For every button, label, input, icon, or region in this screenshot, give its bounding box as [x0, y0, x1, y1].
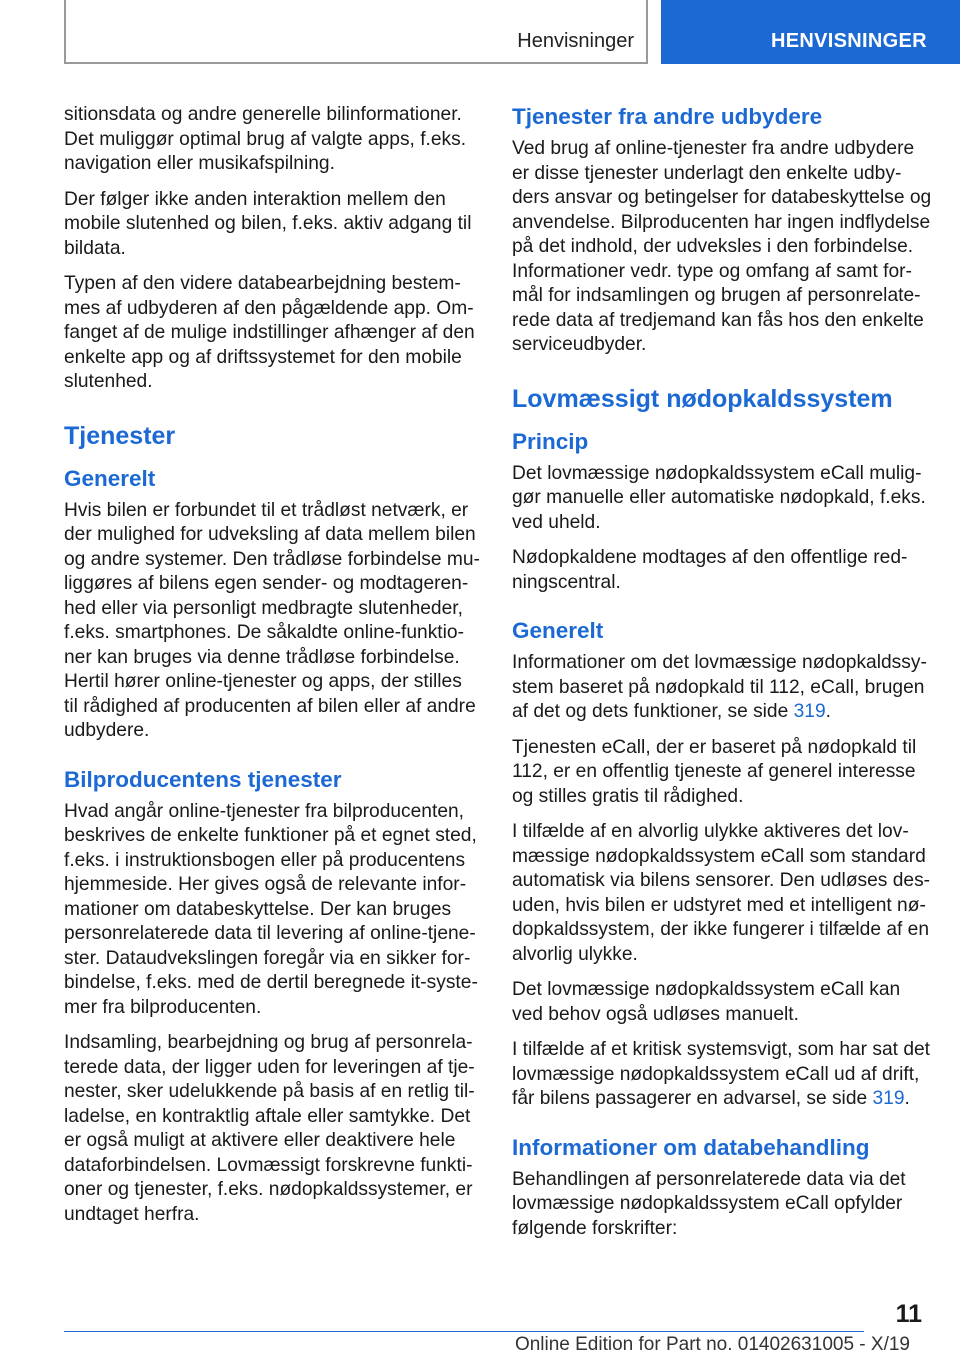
- paragraph: Der følger ikke anden interaktion mellem den mobile slutenhed og bilen, f.eks. aktiv adgang til bildata.: [64, 188, 472, 259]
- paragraph: Behandlingen af personrelaterede data via det lovmæssige nødopkaldssystem eCall opfylder følgende forskrifter:: [512, 1168, 906, 1239]
- heading-lovmaessigt-nodopkaldssystem: Lovmæssigt nødopkaldssystem: [512, 384, 893, 413]
- right-column: [512, 103, 932, 1252]
- header-box: [64, 0, 648, 64]
- heading-tjenester: Tjenester: [64, 421, 176, 450]
- heading-tjenester-fra-andre-udbydere: Tjenester fra andre udbydere: [512, 104, 823, 129]
- paragraph: Ved brug af online-tjenester fra andre udbydere er disse tjenester underlagt den enkelte udbyders ansvar og betingelser for databeskyttelse og anvendelse. Bilproducenten har ingen indflydelse på det indhold, der udveksles i den forbindelse. Informationer vedr. type og omfang af samt formål for indsamlingen og brugen af personrelaterede data af tredjemand kan fås hos den enkelte serviceudbyder.: [512, 138, 932, 355]
- heading-informationer-om-databehandling: Informationer om databehandling: [512, 1134, 870, 1160]
- heading-generelt-right: Generelt: [512, 618, 604, 643]
- paragraph: I tilfælde af en alvorlig ulykke aktiveres det lovmæssige nødopkaldssystem eCall som standard automatisk via bilens sensorer. Den udløses desuden, hvis bilen er udstyret med et intelligent nødopkaldssystem, der ikke fungerer i tilfælde af en alvorlig ulykke.: [512, 821, 931, 965]
- paragraph: Indsamling, bearbejdning og brug af personrelaterede data, der ligger uden for leveringen af tjenester, sker udelukkende på basis af en retlig tilladelse, en kontraktlig aftale eller samtykke. Det er også muligt at aktivere eller deaktivere hele dataforbindelsen. Lovmæssigt forskrevne funktioner og tjenester, f.eks. nødopkaldssystemer, er undtaget herfra.: [64, 1032, 475, 1225]
- paragraph: Tjenesten eCall, der er baseret på nødopkald til 112, er en offentlig tjeneste af generel interesse og stilles gratis til rådighed.: [512, 736, 917, 807]
- page-link-319-second[interactable]: 319: [872, 1088, 905, 1109]
- heading-bilproducentens-tjenester: Bilproducentens tjenester: [64, 766, 342, 792]
- paragraph: Typen af den videre databearbejdning bestemmes af udbyderen af den pågældende app. Omfanget af de mulige indstillinger afhænger af den enkelte app og af driftssystemet for den mobile slutenhed.: [64, 273, 475, 392]
- left-column: [64, 103, 480, 1238]
- paragraph: sitionsdata og andre generelle bilinformationer. Det muliggør optimal brug af valgte apps, f.eks. navigation eller musikafspilning.: [64, 104, 467, 174]
- heading-generelt: Generelt: [64, 465, 156, 491]
- footer-divider: [64, 1331, 864, 1332]
- heading-princip: Princip: [512, 428, 589, 454]
- page-number: 11: [895, 1300, 922, 1328]
- footer-edition: Online Edition for Part no. 01402631005 - X/19: [514, 1334, 910, 1355]
- paragraph-text: Informationer om det lovmæssige nødopkaldssystem baseret på nødopkald til 112, eCall, brugen af det og dets funktioner, se side: [512, 652, 927, 722]
- paragraph: Det lovmæssige nødopkaldssystem eCall kan ved behov også udløses manuelt.: [512, 979, 901, 1025]
- paragraph: Hvad angår online-tjenester fra bilproducenten, beskrives de enkelte funktioner på et egnet sted, f.eks. i instruktionsbogen eller på producentens hjemmeside. Her gives også de relevante informationer om databeskyttelse. Der kan bruges personrelaterede data til levering af online-tjenester. Dataudvekslingen foregår via en sikker forbindelse, f.eks. med de dertil beregnede it-systemer fra bilproducenten.: [64, 800, 478, 1018]
- paragraph: Det lovmæssige nødopkaldssystem eCall muliggør manuelle eller automatiske nødopkald, f.eks. ved uheld.: [512, 462, 926, 533]
- paragraph-end: .: [825, 701, 831, 722]
- header-chapter-tab[interactable]: HENVISNINGER: [661, 0, 960, 64]
- paragraph-end: .: [904, 1088, 910, 1109]
- paragraph: [512, 1038, 932, 1112]
- header-section-label: Henvisninger: [517, 30, 634, 52]
- paragraph-text: I tilfælde af et kritisk systemsvigt, som har sat det lovmæssige nødopkaldssystem eCall ud af drift, får bilens passagerer en advarsel, se side: [512, 1039, 930, 1109]
- page-link-319[interactable]: 319: [793, 701, 826, 722]
- paragraph: [512, 651, 932, 725]
- paragraph: Hvis bilen er forbundet til et trådløst netværk, er der mulighed for udveksling af data mellem bilen og andre systemer. Den trådløse forbindelse muliggøres af bilens egen sender- og modtagerenhed eller via personligt medbragte slutenheder, f.eks. smartphones. De såkaldte online-funktioner kan bruges via denne trådløse forbindelse. Hertil hører online-tjenester og apps, der stilles til rådighed af producenten af bilen eller af andre udbydere.: [64, 499, 480, 741]
- paragraph: Nødopkaldene modtages af den offentlige redningscentral.: [512, 547, 908, 593]
